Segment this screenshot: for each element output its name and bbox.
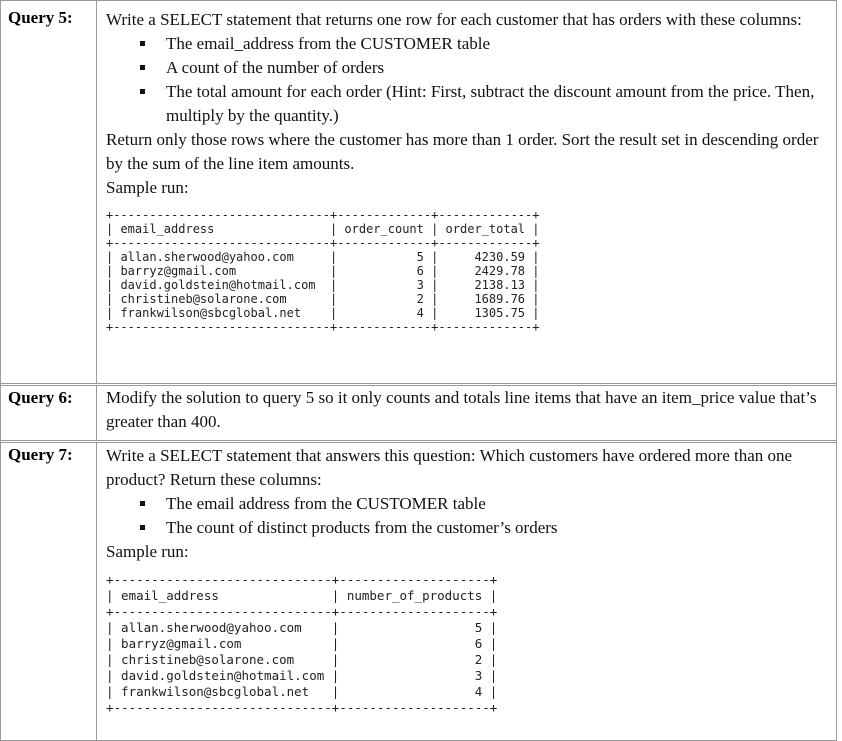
column-divider <box>96 0 97 383</box>
query-7-bullets <box>106 492 831 540</box>
query-6-label: Query 6: <box>8 388 73 407</box>
query-5-sample-table: +------------------------------+-------------+-------------+ | email_address | order_count | order_total | +------------------------------+-------------+-------------+ | allan.sherwood@yahoo.com | 5 | 4230.59 | | barryz@gmail.com | 6 | 2429.78 | | david.goldstein@hotmail.com | 3 | 2138.13 | | christineb@solarone.com | 2 | 1689.76 | | frankwilson@sbcglobal.net | 4 | 1305.75 | +------------------------------+-------------+-------------+ <box>106 208 540 334</box>
query-5-bullet: The total amount for each order (Hint: First, subtract the discount amount from the price. Then, multiply by the quantity.) <box>106 80 831 128</box>
query-7-label: Query 7: <box>8 445 73 464</box>
query-7-bullet: The email address from the CUSTOMER table <box>106 492 831 516</box>
query-5-bullet: The email_address from the CUSTOMER table <box>106 32 831 56</box>
query-6-body <box>106 386 831 434</box>
query-5-bullet: A count of the number of orders <box>106 56 831 80</box>
query-7-sample-table: +-----------------------------+--------------------+ | email_address | number_of_products | +-----------------------------+--------------------+ | allan.sherwood@yahoo.com | 5 | | barryz@gmail.com | 6 | | christineb@solarone.com | 2 | | david.goldstein@hotmail.com | 3 | | frankwilson@sbcglobal.net | 4 | +-----------------------------+--------------------+ <box>106 572 498 715</box>
query-5-intro: Write a SELECT statement that returns one row for each customer that has orders with these columns: <box>106 10 802 29</box>
query-7-bullet: The count of distinct products from the customer’s orders <box>106 516 831 540</box>
query-5-body <box>106 8 831 334</box>
query-6-text: Modify the solution to query 5 so it only counts and totals line items that have an item_price value that’s greater than 400. <box>106 388 817 431</box>
query-5-sample-label: Sample run: <box>106 178 189 197</box>
query-5-bullets <box>106 32 831 128</box>
query-7-body <box>106 444 831 716</box>
column-divider <box>96 386 97 440</box>
query-7-intro: Write a SELECT statement that answers this question: Which customers have ordered more than one product? Return these columns: <box>106 446 793 489</box>
column-divider <box>96 443 97 741</box>
query-6-row <box>0 386 836 440</box>
query-5-instructions: Return only those rows where the customer has more than 1 order. Sort the result set in descending order by the sum of the line item amounts. <box>106 130 819 173</box>
query-7-row <box>0 443 836 741</box>
table-border-right <box>836 0 837 741</box>
query-7-sample-label: Sample run: <box>106 542 189 561</box>
query-5-label: Query 5: <box>8 8 73 27</box>
